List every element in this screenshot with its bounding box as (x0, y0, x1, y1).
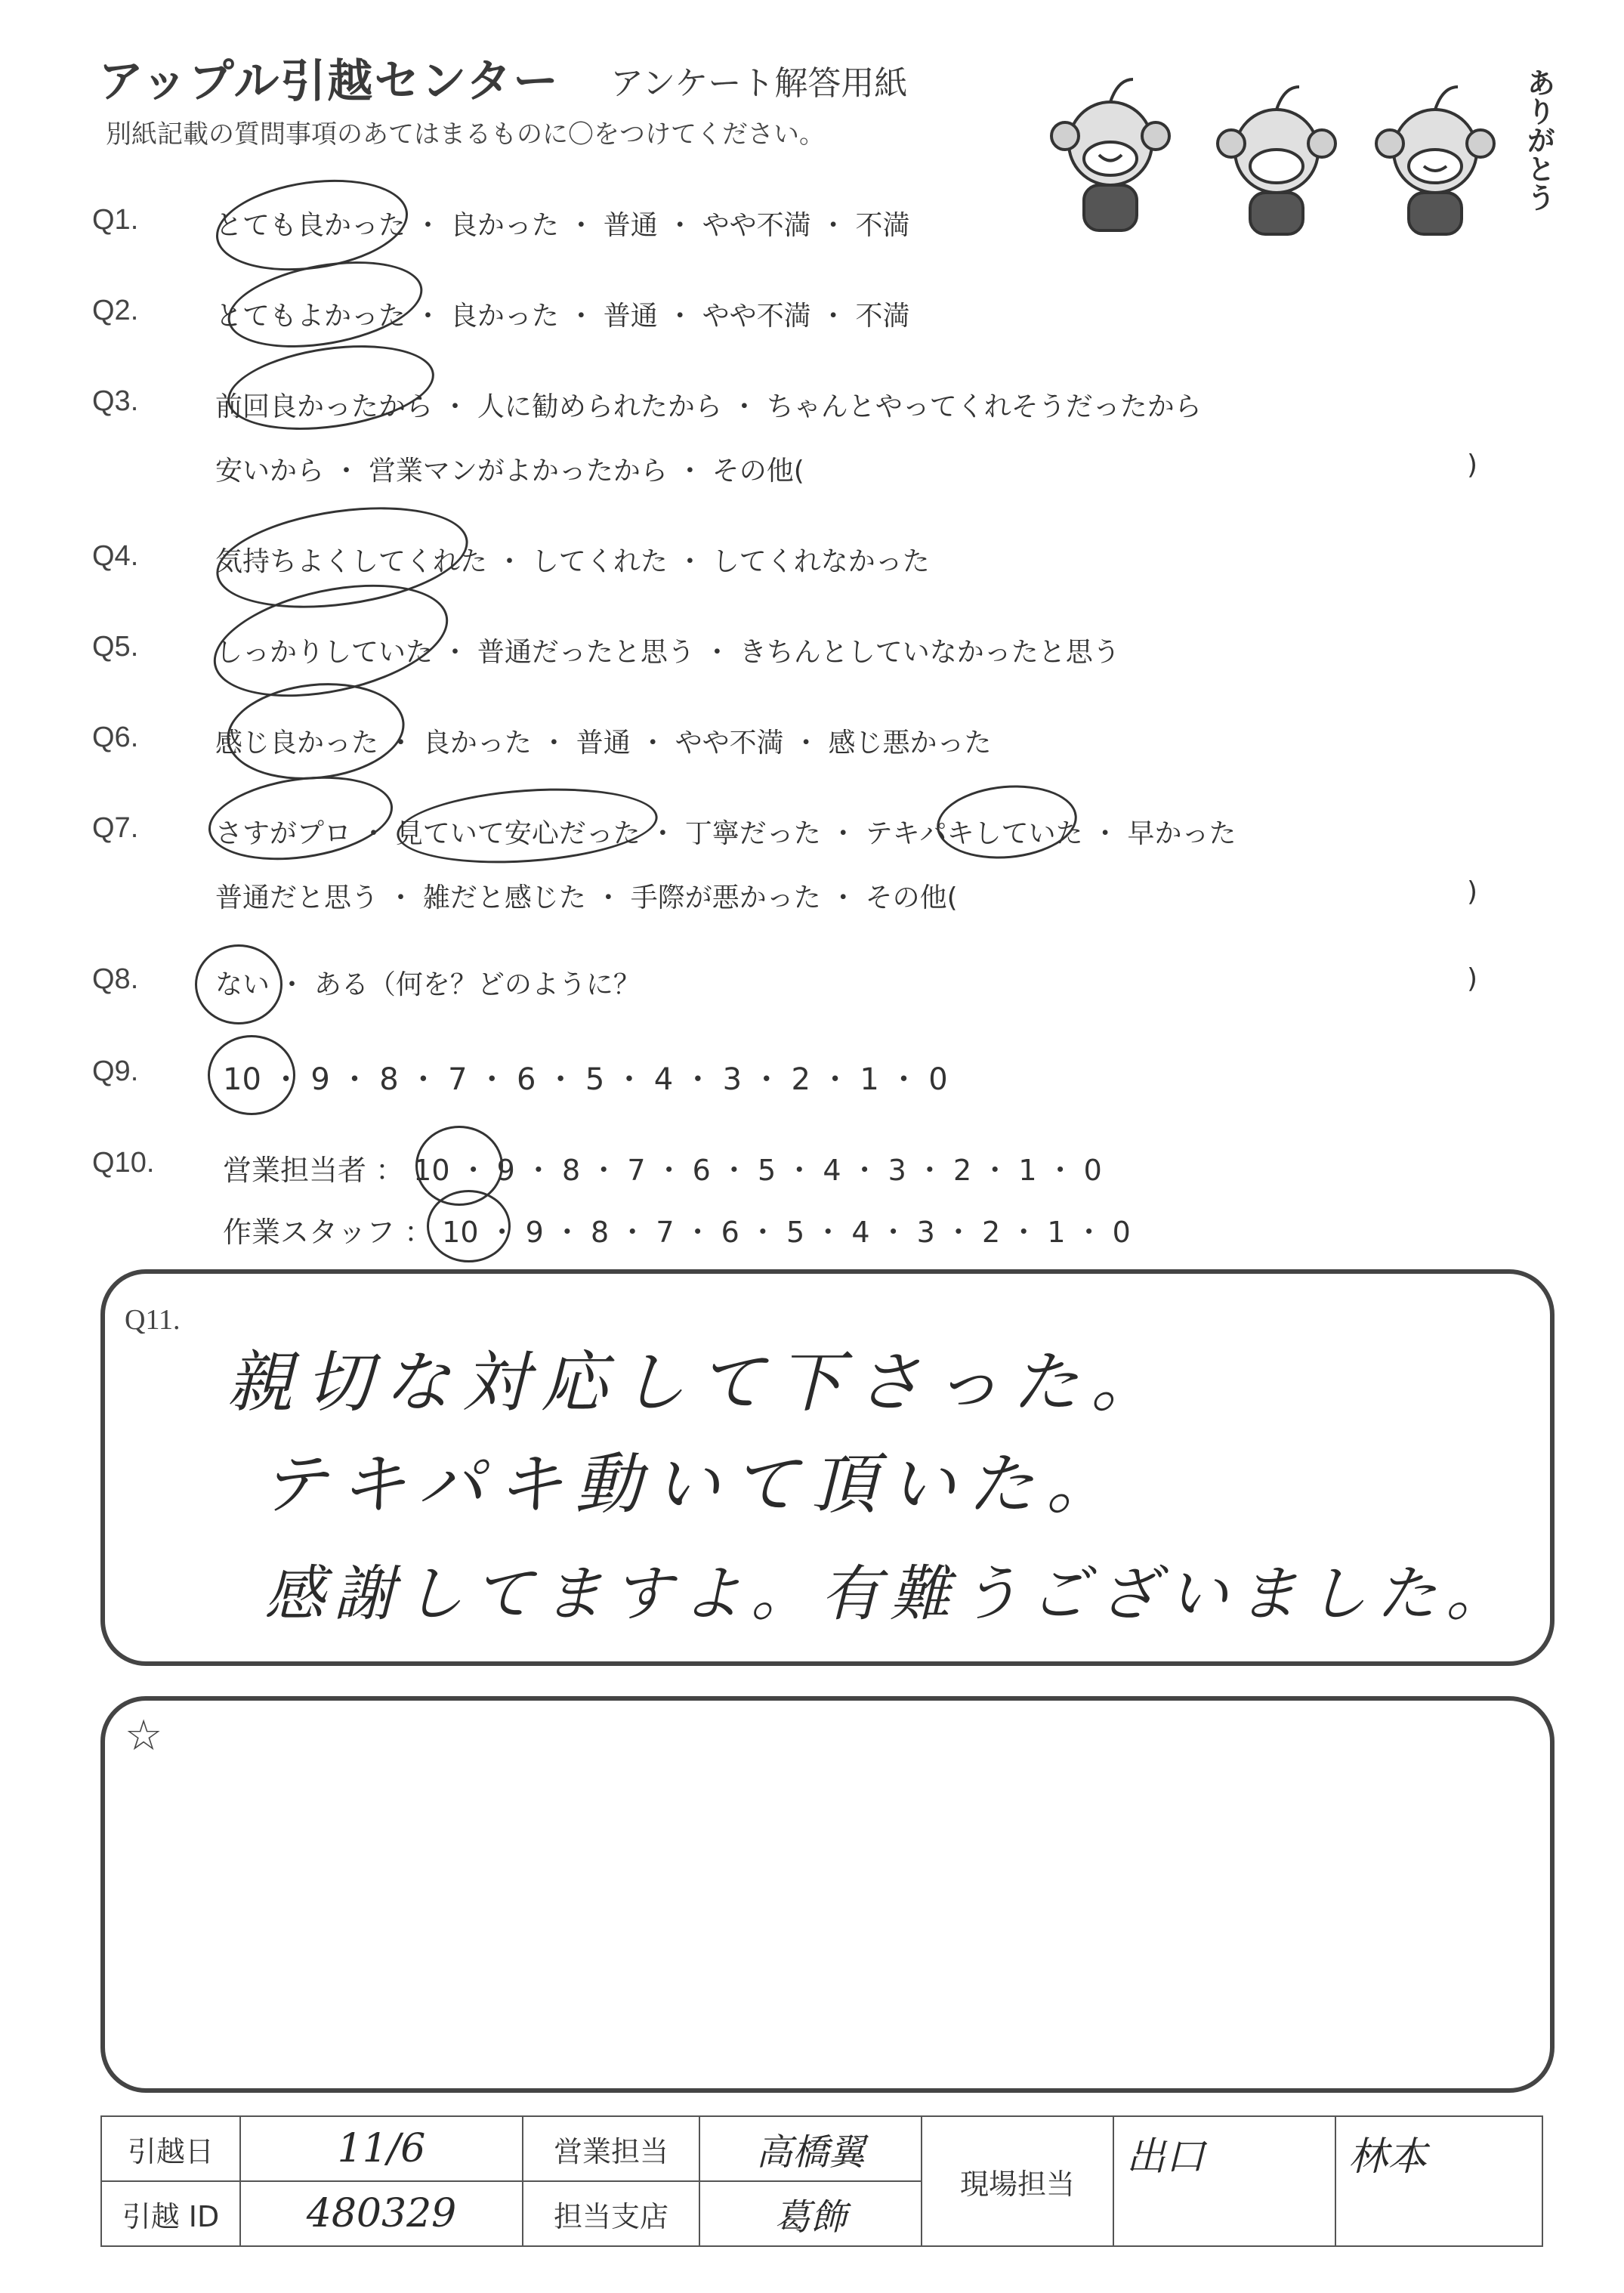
q11-handwritten-line-2: テキパキ動いて頂いた。 (261, 1445, 1125, 1523)
footer-table (100, 2115, 1543, 2247)
site-label: 現場担当 (922, 2116, 1113, 2246)
q8-close-paren: ) (1467, 963, 1478, 994)
q6-label: Q6. (92, 722, 139, 753)
q9-label: Q9. (92, 1055, 139, 1087)
q9-options: 10 ・ 9 ・ 8 ・ 7 ・ 6 ・ 5 ・ 4 ・ 3 ・ 2 ・ 1 ・ 0 (223, 1062, 948, 1097)
instruction-text: 別紙記載の質問事項のあてはまるものに〇をつけてください。 (106, 119, 825, 150)
star-comment-box (100, 1696, 1555, 2093)
site-value-2: 林本 (1348, 2134, 1428, 2180)
q2-label: Q2. (92, 295, 139, 326)
q3-options-line1: 前回良かったから ・ 人に勧められたから ・ ちゃんとやってくれそうだったから (215, 391, 1202, 422)
sales-value: 高橋翼 (755, 2131, 865, 2174)
q4-options: 気持ちよくしてくれた ・ してくれた ・ してくれなかった (215, 546, 930, 577)
company-title: アップル引越センター (98, 55, 560, 108)
q11-handwritten-line-1: 親切な対応して下さった。 (227, 1343, 1170, 1421)
mascot-illustration (1027, 53, 1533, 257)
move-date-value: 11/6 (337, 2126, 426, 2171)
q8-options: ない ・ ある（何を？どのように？ (215, 969, 641, 1000)
q7-close-paren: ) (1467, 876, 1478, 907)
q1-options: とても良かった ・ 良かった ・ 普通 ・ やや不満 ・ 不満 (215, 210, 910, 241)
branch-value: 葛飾 (773, 2196, 847, 2239)
star-icon: ☆ (125, 1711, 163, 1760)
move-id-value: 480329 (306, 2191, 457, 2236)
q3-close-paren: ) (1467, 450, 1478, 481)
q11-label: Q11. (125, 1304, 181, 1336)
form-subtitle: アンケート解答用紙 (610, 64, 908, 103)
q4-label: Q4. (92, 540, 139, 572)
sales-label: 営業担当 (523, 2116, 699, 2181)
site-value-1: 出口 (1126, 2134, 1206, 2180)
q5-label: Q5. (92, 631, 139, 663)
q10-options-staff: 作業スタッフ ： 10 ・ 9 ・ 8 ・ 7 ・ 6 ・ 5 ・ 4 ・ 3 ・ 2 ・ 1 ・ 0 (223, 1216, 1131, 1249)
q11-handwritten-line-3: 感謝してますよ。有難うございました。 (264, 1559, 1515, 1629)
q7-label: Q7. (92, 812, 139, 844)
move-id-label: 引越 ID (101, 2181, 240, 2246)
q6-options: 感じ良かった ・ 良かった ・ 普通 ・ やや不満 ・ 感じ悪かった (215, 728, 992, 759)
q7-options-line2: 普通だと思う ・ 雑だと感じた ・ 手際が悪かった ・ その他( (215, 882, 958, 913)
q3-label: Q3. (92, 385, 139, 417)
q10-label: Q10. (92, 1147, 155, 1179)
q5-options: しっかりしていた ・ 普通だったと思う ・ きちんとしていなかったと思う (215, 637, 1120, 668)
branch-label: 担当支店 (523, 2181, 699, 2246)
q2-options: とてもよかった ・ 良かった ・ 普通 ・ やや不満 ・ 不満 (215, 301, 910, 332)
mascot-caption: ありがとう (1522, 68, 1555, 212)
move-date-label: 引越日 (101, 2116, 240, 2181)
q1-label: Q1. (92, 204, 139, 236)
q3-options-line2: 安いから ・ 営業マンがよかったから ・ その他( (215, 456, 804, 487)
q7-options-line1: さすがプロ ・ 見ていて安心だった ・ 丁寧だった ・ テキパキしていた ・ 早かった (215, 818, 1237, 849)
q8-label: Q8. (92, 963, 139, 995)
q10-options-sales: 営業担当者 ： 10 ・ 9 ・ 8 ・ 7 ・ 6 ・ 5 ・ 4 ・ 3 ・ 2 ・ 1 ・ 0 (223, 1154, 1102, 1187)
